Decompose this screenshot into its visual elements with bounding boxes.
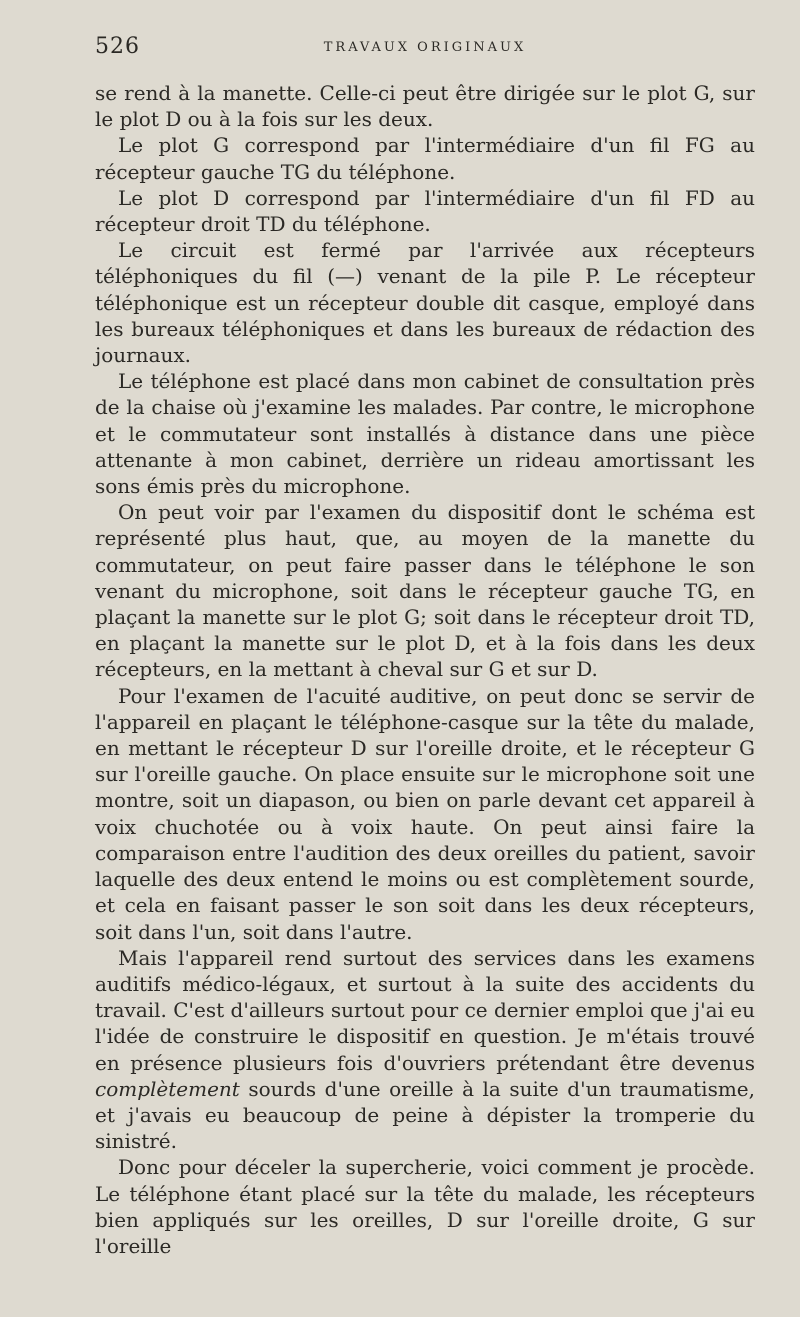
running-head: TRAVAUX ORIGINAUX <box>323 40 527 55</box>
paragraph: Donc pour déceler la supercherie, voici comment je procède. Le téléphone étant placé sur la tête du malade, les récepteurs bien appliqués sur les oreilles, D sur l'oreille droite, G sur l'oreille <box>95 1155 755 1258</box>
paragraph: On peut voir par l'examen du dispositif dont le schéma est représenté plus haut, que, au moyen de la manette du commutateur, on peut faire passer dans le téléphone le son venant du microphone, soit dans le récepteur gauche TG, en plaçant la manette sur le plot G; soit dans le récepteur droit TD, en plaçant la manette sur le plot D, et à la fois dans les deux récepteurs, en la mettant à cheval sur G et sur D. <box>95 500 755 682</box>
body-text <box>95 80 755 1259</box>
paragraph: Le plot G correspond par l'intermédiaire d'un fil FG au récepteur gauche TG du téléphone. <box>95 133 755 184</box>
page-header <box>95 34 755 64</box>
paragraph <box>95 945 755 1155</box>
paragraph: Le téléphone est placé dans mon cabinet de consultation près de la chaise où j'examine les malades. Par contre, le microphone et le commutateur sont installés à distance dans une pièce attenante à mon cabinet, derrière un rideau amortissant les sons émis près du microphone. <box>95 369 755 499</box>
paragraph: Le plot D correspond par l'intermédiaire d'un fil FD au récepteur droit TD du téléphone. <box>95 185 755 237</box>
paragraph: Le circuit est fermé par l'arrivée aux récepteurs téléphoniques du fil (—) venant de la pile P. Le récepteur téléphonique est un récepteur double dit casque, employé dans les bureaux téléphoniques et dans les bureaux de rédaction des journaux. <box>95 238 755 368</box>
paragraph-text: sourds d'une oreille à la suite d'un traumatisme, et j'avais eu beaucoup de peine à dépister la tromperie du sinistré. <box>95 1076 755 1154</box>
page-number: 526 <box>95 34 140 59</box>
paragraph: se rend à la manette. Celle-ci peut être dirigée sur le plot G, sur le plot D ou à la fois sur les deux. <box>95 81 755 132</box>
paragraph: Pour l'examen de l'acuité auditive, on peut donc se servir de l'appareil en plaçant le téléphone-casque sur la tête du malade, en mettant le récepteur D sur l'oreille droite, et le récepteur G sur l'oreille gauche. On place ensuite sur le microphone soit une montre, soit un diapason, ou bien on parle devant cet appareil à voix chuchotée ou à voix haute. On peut ainsi faire la comparaison entre l'audition des deux oreilles du patient, savoir laquelle des deux entend le moins ou est complètement sourde, et cela en faisant passer le son soit dans les deux récepteurs, soit dans l'un, soit dans l'autre. <box>95 683 755 944</box>
emphasis-text: complètement <box>95 1076 240 1101</box>
paragraph-text: Mais l'appareil rend surtout des services dans les examens auditifs médico-légaux, et surtout à la suite des accidents du travail. C'est d'ailleurs surtout pour ce dernier emploi que j'ai eu l'idée de construire le dispositif en question. Je m'étais trouvé en présence plusieurs fois d'ouvriers prétendant être devenus <box>95 945 755 1075</box>
